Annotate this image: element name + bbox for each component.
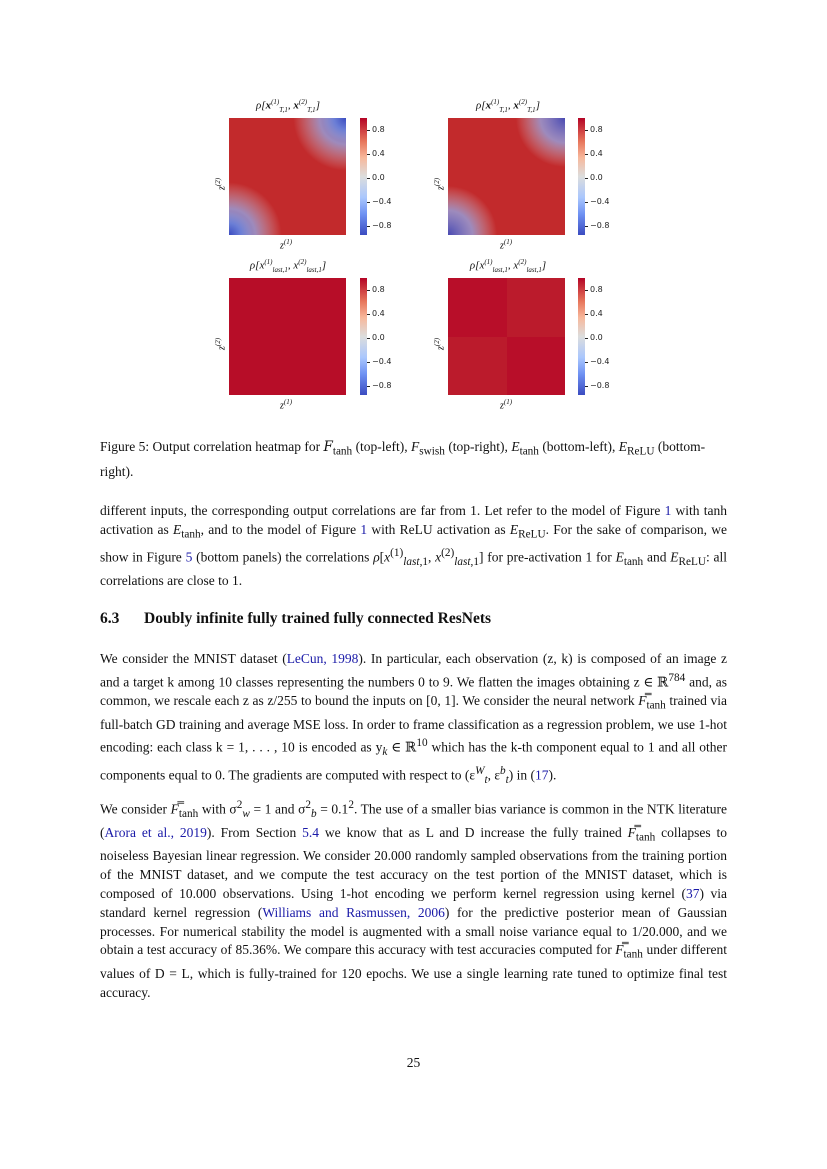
equation-ref-link[interactable]: 37 — [685, 886, 700, 902]
y-axis-label: $z^{(2)}$ — [214, 177, 228, 190]
heatmap-bottom-left — [229, 278, 346, 395]
y-axis-label: $z^{(2)}$ — [433, 177, 447, 190]
cb-tick: 0.4 — [372, 309, 385, 318]
cb-tick: 0.0 — [372, 333, 385, 342]
x-axis-label: $z^{(1)}$ — [280, 398, 293, 412]
cb-tick: 0.8 — [372, 285, 385, 294]
figure-caption: Figure 5: Output correlation heatmap for $F_{tanh}$ (top-left), $F_{swish}$ (top-right), $E_{tanh}$ (bottom-left), $E_{ReLU}$ (bottom-right). — [100, 439, 706, 479]
cb-tick: −0.8 — [372, 221, 392, 230]
heatmap-top-left — [229, 118, 346, 235]
cb-tick: 0.0 — [590, 333, 603, 342]
cb-tick: 0.4 — [590, 309, 603, 318]
page-number: 25 — [406, 1055, 421, 1070]
equation-ref-link[interactable]: 17 — [535, 767, 549, 783]
panel-title-top-left: $\rho[x^{(1)}_{T,1}$, $x^{(2)}_{T,1}$] — [256, 98, 320, 114]
panel-title-top-right: $\rho[x^{(1)}_{T,1}$, $x^{(2)}_{T,1}$] — [476, 98, 540, 114]
heatmap-bottom-right — [448, 278, 565, 395]
y-axis-label: $z^{(2)}$ — [433, 337, 447, 350]
cb-tick: 0.4 — [590, 149, 603, 158]
panel-title-bottom-right: $\rho[x^{(1)}_{last,1}$, $x^{(2)}_{last,1}$] — [469, 258, 547, 274]
x-axis-label: $z^{(1)}$ — [280, 238, 293, 252]
cb-tick: 0.0 — [372, 173, 385, 182]
cb-tick: 0.0 — [590, 173, 603, 182]
colorbar-bottom-left — [360, 278, 367, 395]
figure-5 — [0, 0, 827, 430]
x-axis-label: $z^{(1)}$ — [500, 398, 513, 412]
cb-tick: 0.8 — [590, 125, 603, 134]
colorbar-top-left — [360, 118, 367, 235]
y-axis-label: $z^{(2)}$ — [214, 337, 228, 350]
paragraph: different inputs, the corresponding output correlations are far from 1. Let refer to the model of Figure 1 with tanh activation as $E_{tanh}$, and to the model of Figure 1 with ReLU activation as $E_{ReLU}$. For the sake of comparison, we show in Figure 5 (bottom panels) the correlations $\rho[x^{(1)}_{last,1}$, $x^{(2)}_{last,1}$] for pre-activation 1 for $E_{tanh}$ and $E_{ReLU}$: all correlations are close to 1. — [100, 503, 728, 589]
panel-title-bottom-left: $\rho[x^{(1)}_{last,1}$, $x^{(2)}_{last,1}$] — [249, 258, 327, 274]
section-ref-link[interactable]: 5.4 — [302, 824, 320, 840]
cb-tick: −0.4 — [372, 357, 392, 366]
figure-ref-link[interactable]: 1 — [664, 503, 672, 518]
cb-tick: 0.8 — [590, 285, 603, 294]
colorbar-bottom-right — [578, 278, 585, 395]
citation-link[interactable]: Williams and Rasmussen, 2006 — [262, 904, 445, 920]
cb-tick: −0.4 — [590, 197, 610, 206]
figure-ref-link[interactable]: 1 — [360, 521, 368, 537]
cb-tick: 0.8 — [372, 125, 385, 134]
paragraph: We consider $F̿_{tanh}$ with $\sigma^2_w = 1$ and $\sigma^2_b = 0.1^2$. The use of a smaller bias variance is common in the NTK literature (Arora et al., 2019). From Section 5.4 we know that as L and D increase the fully trained $F̿_{tanh}$ collapses to noiseless Bayesian linear regression. We consider 20.000 randomly sampled observations from the training portion of the MNIST dataset, and we compute the test accuracy on the test portion of the MNIST dataset, which is composed of 10.000 observations. Using 1-hot encoding we perform kernel regression using kernel (37) via standard kernel regression (Williams and Rasmussen, 2006) for the predictive posterior mean of Gaussian processes. For numerical stability the model is augmented with a small noise variance equal to 1/20.000, and we obtain a test accuracy of 85.36%. We compare this accuracy with test accuracies computed for $F̿_{tanh}$ under different values of D = L, which is fully-trained for 120 epochs. We use a single learning rate tuned to optimize final test accuracy. — [100, 799, 727, 1000]
cb-tick: −0.4 — [372, 197, 392, 206]
colorbar-top-right — [578, 118, 585, 235]
x-axis-label: $z^{(1)}$ — [500, 238, 513, 252]
cb-tick: −0.8 — [372, 381, 392, 390]
section-heading: 6.3 Doubly infinite fully trained fully connected ResNets — [100, 610, 492, 627]
figure-ref-link[interactable]: 5 — [185, 549, 193, 565]
citation-link[interactable]: Arora et al., 2019 — [104, 824, 207, 840]
cb-tick: 0.4 — [372, 149, 385, 158]
cb-tick: −0.8 — [590, 221, 610, 230]
citation-link[interactable]: LeCun, 1998 — [286, 651, 359, 666]
cb-tick: −0.4 — [590, 357, 610, 366]
cb-tick: −0.8 — [590, 381, 610, 390]
heatmap-top-right — [448, 118, 565, 235]
paragraph: We consider the MNIST dataset (LeCun, 1998). In particular, each observation (z, k) is composed of an image z and a target k among 10 classes representing the numbers 0 to 9. We flatten the images obtaining z ∈ ℝ$^{784}$ and, as common, we rescale each z as z/255 to bound the inputs on [0, 1]. We consider the neural network $F̿_{tanh}$ trained via full-batch GD training and average MSE loss. In order to frame classification as a regression problem, we use 1-hot encoding: each class k = 1, . . . , 10 is encoded as $y_k$ ∈ ℝ$^{10}$ which has the k-th component equal to 1 and all other components equal to 0. The gradients are computed with respect to ($\varepsilon^W_t$, $\varepsilon^b_t$) in (17). — [100, 651, 728, 787]
